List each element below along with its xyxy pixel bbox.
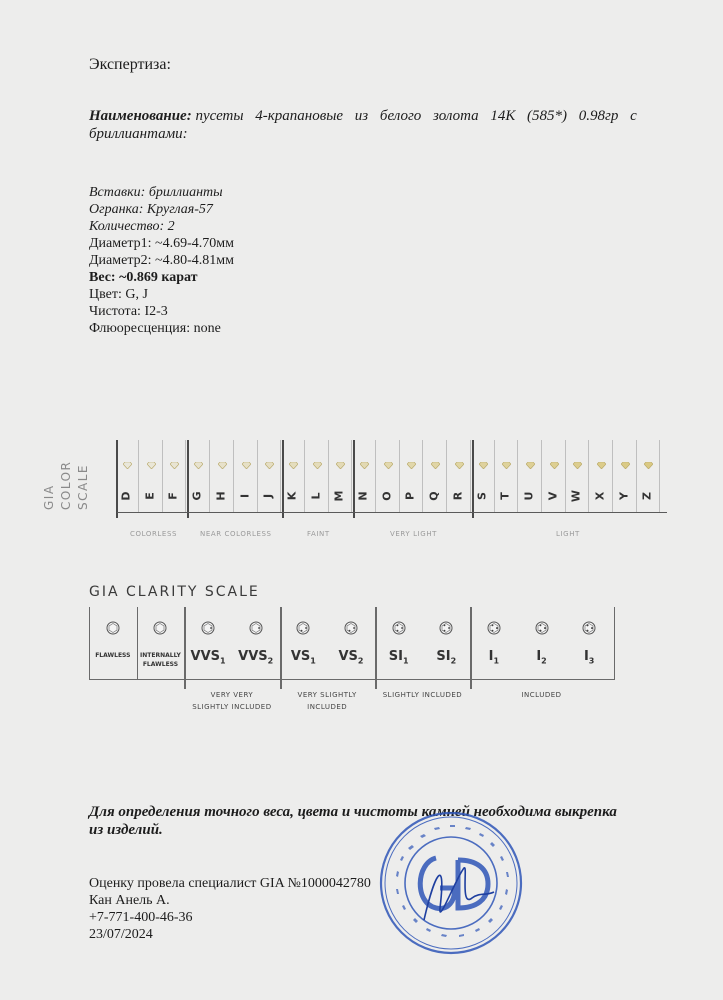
color-grade-v — [544, 440, 566, 512]
color-grade-letter: W — [569, 489, 583, 503]
color-group-label: NEAR COLORLESS — [200, 530, 272, 538]
clarity-group-label: VERY SLIGHTLY INCLUDED — [297, 691, 357, 711]
round-diamond-icon — [487, 621, 501, 635]
color-grade-m — [330, 440, 352, 512]
color-group-divider — [116, 440, 118, 518]
clarity-grade-cell — [89, 607, 137, 679]
color-grade-letter: Q — [427, 491, 441, 501]
notice-line2: из изделий. — [89, 822, 163, 838]
diamond-icon — [573, 456, 582, 462]
diamond-icon — [526, 456, 535, 462]
color-grade-letter: D — [119, 491, 133, 501]
diamond-icon — [265, 456, 274, 462]
color-grade-letter: I — [238, 493, 251, 499]
round-diamond-icon — [582, 621, 596, 635]
diamond-icon — [170, 456, 179, 462]
clarity-grade-label: $VVS_1$ — [190, 649, 226, 666]
round-diamond-icon — [392, 621, 406, 635]
specs-block — [89, 184, 234, 337]
color-grade-w — [567, 440, 589, 512]
diamond-icon — [336, 456, 345, 462]
clarity-divider — [375, 607, 377, 689]
round-diamond-icon — [344, 621, 358, 635]
round-diamond-icon — [201, 621, 215, 635]
clarity-divider — [280, 607, 282, 689]
clarity-grade-label: $VS_2$ — [338, 649, 364, 666]
color-grade-n — [354, 440, 376, 512]
heading: Экспертиза: — [89, 56, 171, 73]
round-diamond-icon — [439, 621, 453, 635]
color-grade-letter: G — [190, 491, 204, 501]
clarity-grade-label: $I_3$ — [583, 649, 595, 666]
name-line1: пусеты 4-крапановые из белого золота 14К (585*) 0.98гр с — [195, 108, 637, 124]
color-group-label: LIGHT — [556, 530, 580, 538]
appraiser-phone: +7-771-400-46-36 — [89, 910, 193, 925]
color-scale-title-line3: SCALE — [76, 464, 90, 510]
color-scale-baseline — [117, 512, 667, 513]
clarity-grade-label: $I_2$ — [536, 649, 547, 666]
color-grade-letter: O — [380, 491, 394, 501]
clarity-grade-cell — [375, 607, 423, 679]
color-scale-title-line2: COLOR — [59, 462, 73, 510]
clarity-grade-cell — [470, 607, 518, 679]
color-group-divider — [282, 440, 284, 518]
spec-color: Цвет: G, J — [89, 287, 148, 302]
color-grade-g — [188, 440, 210, 512]
color-grade-t — [496, 440, 518, 512]
spec-diameter1: Диаметр1: ~4.69-4.70мм — [89, 236, 234, 251]
company-stamp — [376, 808, 526, 958]
color-grade-f — [164, 440, 186, 512]
color-grade-k — [283, 440, 305, 512]
color-grade-letter: M — [332, 490, 346, 502]
color-grade-z — [638, 440, 660, 512]
clarity-grade-cell — [137, 607, 185, 679]
spec-inserts: Вставки: бриллианты — [89, 185, 223, 200]
clarity-divider — [470, 607, 472, 689]
color-grade-letter: Y — [617, 492, 631, 500]
color-grade-letter: F — [166, 492, 180, 500]
color-grade-y — [615, 440, 637, 512]
clarity-grade-cell — [422, 607, 470, 679]
diamond-icon — [597, 456, 606, 462]
color-grade-d — [117, 440, 139, 512]
diamond-icon — [550, 456, 559, 462]
color-grade-letter: N — [356, 491, 370, 501]
appraisal-date: 23/07/2024 — [89, 927, 153, 942]
round-diamond-icon — [296, 621, 310, 635]
color-grade-letter: E — [143, 492, 157, 500]
color-grade-letter: T — [498, 492, 512, 500]
color-grade-o — [378, 440, 400, 512]
round-diamond-icon — [153, 621, 167, 635]
color-grade-letter: X — [593, 491, 607, 501]
clarity-grade-cell — [327, 607, 375, 679]
clarity-grade-cell — [280, 607, 328, 679]
color-grade-h — [212, 440, 234, 512]
round-diamond-icon — [535, 621, 549, 635]
diamond-icon — [431, 456, 440, 462]
color-scale-title — [40, 462, 100, 512]
diamond-icon — [147, 456, 156, 462]
color-grade-i — [236, 440, 258, 512]
color-grade-letter: R — [451, 491, 465, 501]
spec-weight: Вес: ~0.869 карат — [89, 270, 198, 285]
color-grade-letter: L — [309, 492, 323, 500]
item-name — [89, 108, 637, 125]
color-group-label: FAINT — [307, 530, 330, 538]
clarity-grade-cell — [518, 607, 566, 679]
color-grade-j — [259, 440, 281, 512]
appraiser-block — [89, 875, 371, 943]
diamond-icon — [242, 456, 251, 462]
clarity-grade-cell — [565, 607, 613, 679]
diamond-icon — [479, 456, 488, 462]
color-grade-letter: U — [522, 491, 536, 501]
color-group-label: VERY LIGHT — [390, 530, 438, 538]
clarity-grade-label: $SI_1$ — [388, 649, 409, 666]
clarity-group-label: VERY VERY SLIGHTLY INCLUDED — [192, 691, 272, 711]
clarity-grade-label: $I_1$ — [488, 649, 500, 666]
notice-line1: Для определения точного веса, цвета и чистоты камней необходима выкрепка — [89, 804, 617, 820]
color-grade-x — [591, 440, 613, 512]
round-diamond-icon — [106, 621, 120, 635]
spec-clarity: Чистота: I2-3 — [89, 304, 168, 319]
color-grade-letter: Z — [640, 492, 654, 500]
round-diamond-icon — [249, 621, 263, 635]
clarity-group-label: SLIGHTLY INCLUDED — [382, 691, 463, 699]
diamond-icon — [502, 456, 511, 462]
appraiser-line: Оценку провела специалист GIA №1000042780 — [89, 876, 371, 891]
color-grade-u — [520, 440, 542, 512]
clarity-grade-label: $SI_2$ — [436, 649, 457, 666]
color-grade-letter: H — [214, 491, 228, 501]
diamond-icon — [313, 456, 322, 462]
clarity-grade-label: INTERNALLY FLAWLESS — [140, 652, 181, 668]
clarity-grade-cell — [232, 607, 280, 679]
diamond-icon — [621, 456, 630, 462]
clarity-grade-label: $VS_1$ — [290, 649, 316, 666]
color-grade-l — [307, 440, 329, 512]
clarity-grade-label: $VVS_2$ — [238, 649, 274, 666]
color-grade-letter: J — [261, 493, 275, 499]
diamond-icon — [289, 456, 298, 462]
color-group-divider — [353, 440, 355, 518]
diamond-icon — [644, 456, 653, 462]
color-grade-r — [449, 440, 471, 512]
color-grade-p — [401, 440, 423, 512]
name-label: Наименование: — [89, 108, 192, 124]
color-grade-letter: V — [546, 491, 560, 501]
clarity-grade-cell — [184, 607, 232, 679]
spec-diameter2: Диаметр2: ~4.80-4.81мм — [89, 253, 234, 268]
color-group-divider — [187, 440, 189, 518]
diamond-icon — [218, 456, 227, 462]
name-line2: бриллиантами: — [89, 126, 188, 142]
spec-quantity: Количество: 2 — [89, 219, 175, 234]
spec-fluorescence: Флюоресценция: none — [89, 321, 221, 336]
color-grade-letter: S — [475, 492, 488, 500]
clarity-divider — [137, 607, 138, 679]
clarity-divider — [184, 607, 186, 689]
appraiser-name: Кан Анель А. — [89, 893, 170, 908]
diamond-icon — [194, 456, 203, 462]
color-grade-s — [473, 440, 495, 512]
color-group-label: COLORLESS — [130, 530, 178, 538]
spec-cut: Огранка: Круглая-57 — [89, 202, 213, 217]
color-grade-e — [141, 440, 163, 512]
diamond-icon — [407, 456, 416, 462]
diamond-icon — [360, 456, 369, 462]
clarity-group-label: INCLUDED — [521, 691, 562, 699]
diamond-icon — [455, 456, 464, 462]
diamond-icon — [123, 456, 132, 462]
clarity-scale-title: GIA CLARITY SCALE — [89, 584, 260, 600]
diamond-icon — [384, 456, 393, 462]
color-grade-q — [425, 440, 447, 512]
color-grade-letter: K — [285, 491, 299, 501]
color-scale-title-line1: GIA — [42, 484, 56, 510]
clarity-grade-label: FLAWLESS — [95, 652, 131, 659]
color-grade-letter: P — [403, 491, 417, 501]
color-group-divider — [472, 440, 474, 518]
